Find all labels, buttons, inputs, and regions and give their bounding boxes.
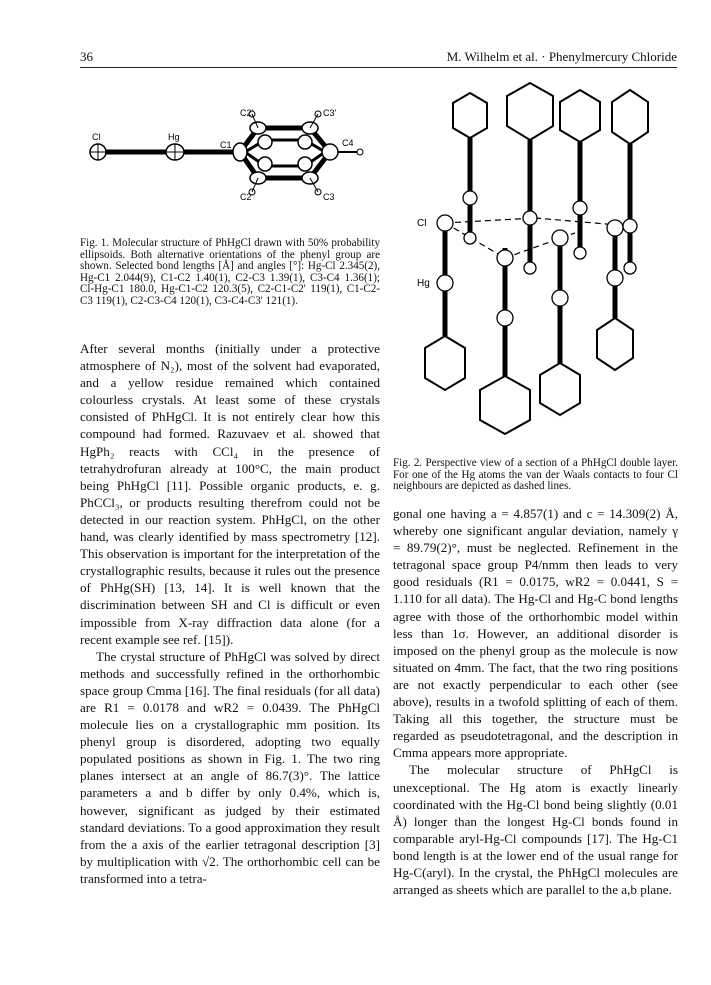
fig1-label-c3p: C3' <box>323 108 337 118</box>
fig2-label-hg: Hg <box>417 278 430 289</box>
fig2-label-cl: Cl <box>417 218 427 229</box>
left-column <box>80 340 380 887</box>
figure-2-caption: Fig. 2. Perspective view of a section of a PhHgCl double layer. For one of the Hg atoms the van der Waals contacts to four Cl neighbours are depicted as dashed lines. <box>393 457 678 493</box>
fig1-label-c4: C4 <box>342 138 354 148</box>
fig1-label-hg: Hg <box>168 132 180 142</box>
left-paragraph: The crystal structure of PhHgCl was solved by direct methods and successfully refined in the orthorhombic space group Cmma [16]. The final residuals (for all data) are R1 = 0.0178 and wR2 = 0.0439. The PhHgCl molecule lies on a crystallographic mm position. Its phenyl group is disordered, adopting two equally populated positions as shown in Fig. 1. The two ring planes intersect at an angle of 86.7(3)°. The lattice parameters a and b differ by only 0.4%, which is, however, significant as judged by their estimated standard deviations. To a good approximation they result from the a axis of the earlier tetragonal description [3] by multiplication with √2. The orthorhombic cell can be transformed into a tetra- <box>80 648 380 886</box>
page-number: 36 <box>80 49 93 64</box>
fig1-label-c2p: C2' <box>240 108 254 118</box>
left-paragraph: After several months (initially under a protective atmosphere of N₂), most of the solvent had evaporated, and a yellow residue remained which contained colourless crystals. At least some of these crystals consisted of PhHgCl. It is not entirely clear how this compound had formed. Razuvaev et al. showed that HgPh₂ reacts with CCl₄ in the presence of tetrahydrofuran already at 100°C, the main product being PhHgCl [11]. Possible organic products, e. g. PhCCl₃, or products resulting therefrom could not be detected in our reaction system. PhHgCl, on the other hand, was clearly identified by mass spectrometry [12]. This observation is important for the interpretation of the crystallographic results, because it rules out the presence of PhHg(SH) [13, 14]. It is well known that the discrimination between SH and Cl is difficult or even impossible from X-ray diffraction data alone (for a recent example see ref. [15]). <box>80 341 380 647</box>
fig1-label-c3: C3 <box>323 192 335 202</box>
fig1-label-cl: Cl <box>92 132 101 142</box>
running-head: M. Wilhelm et al. · Phenylmercury Chloride <box>446 49 677 64</box>
right-column <box>393 505 678 898</box>
fig1-label-c2: C2 <box>240 192 252 202</box>
right-paragraph: The molecular structure of PhHgCl is unexceptional. The Hg atom is exactly linearly coordinated with the Hg-Cl bond being slightly (0.01 Å) longer than the longest Hg-Cl bonds found in comparable aryl-Hg-Cl compounds [17]. The Hg-C1 bond length is at the lower end of the usual range for Hg-C(aryl). In the crystal, the PhHgCl molecules are arranged as sheets which are parallel to the a,b plane. <box>393 762 678 898</box>
fig1-label-c1: C1 <box>220 140 232 150</box>
figure-1-molecular-structure <box>80 90 390 230</box>
header-rule <box>80 67 677 68</box>
figure-2-double-layer <box>405 78 695 458</box>
right-paragraph: gonal one having a = 4.857(1) and c = 14.309(2) Å, whereby one significant angular deviation, namely γ = 89.79(2)°, must be neglected. Refinement in the tetragonal space group P4/nmm then leads to very good residuals (R1 = 0.0175, wR2 = 0.0441, S = 1.110 for all data). The Hg-Cl and Hg-C bond lengths agree with those of the orthorhombic model within less than 1σ. However, an additional disorder is imposed on the phenyl group as the molecule is now situated on 4mm. The fact, that the two ring positions are not exactly perpendicular to each other (see above), results in a twofold splitting of each of them. Taking all this together, the structure must be regarded as pseudotetragonal, and the description in Cmma appears more appropriate. <box>393 506 678 761</box>
figure-1-caption: Fig. 1. Molecular structure of PhHgCl drawn with 50% probability ellipsoids. Both alternative orientations of the phenyl group are shown. Selected bond lengths [Å] and angles [°]: Hg-Cl 2.345(2), Hg-C1 2.044(9), C1-C2 1.40(1), C2-C3 1.39(1), C3-C4 1.36(1); Cl-Hg-C1 180.0, Hg-C1-C2 120.3(5), C2-C1-C2' 119(1), C1-C2-C3 119(1), C2-C3-C4 120(1), C3-C4-C3' 121(1). <box>80 237 380 307</box>
